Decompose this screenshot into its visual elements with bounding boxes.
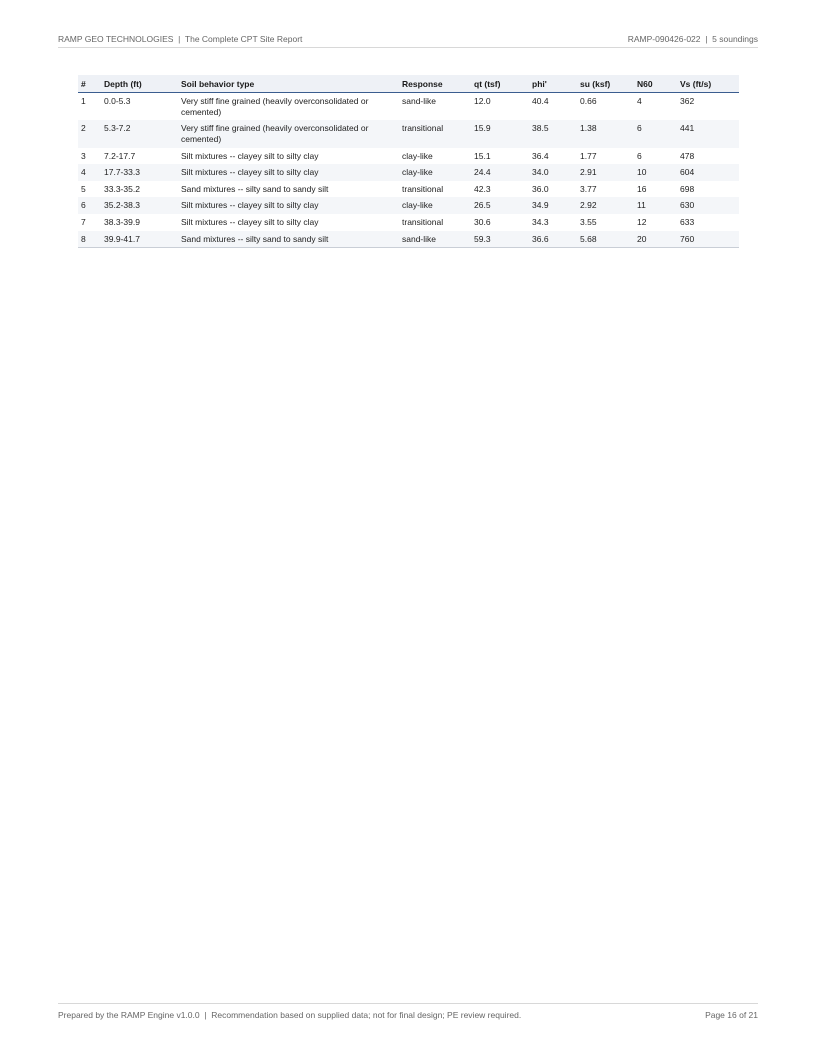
table-cell: 630 — [677, 197, 739, 214]
table-cell: 3.77 — [580, 183, 597, 194]
page-number: Page 16 of 21 — [705, 1010, 758, 1020]
table-cell: 34.9 — [529, 197, 577, 214]
table-cell: clay-like — [399, 197, 471, 214]
table-body — [78, 93, 739, 248]
table-cell: 5.3-7.2 — [101, 120, 178, 147]
table-cell: 17.7-33.3 — [101, 164, 178, 181]
page-header — [58, 34, 758, 44]
header-divider — [58, 47, 758, 48]
table-cell: 34.3 — [532, 217, 549, 227]
table-cell: Sand mixtures -- silty sand to sandy silt — [178, 231, 399, 248]
table-cell: Silt mixtures -- clayey silt to silty clay — [178, 197, 399, 214]
table-row — [78, 93, 739, 121]
table-row — [78, 120, 739, 147]
table-cell: 39.9-41.7 — [101, 231, 178, 248]
table-cell: 20 — [634, 231, 677, 248]
table-row — [78, 148, 739, 165]
table-cell: 6 — [637, 150, 642, 161]
table-cell: 6 — [78, 197, 101, 214]
table-cell: 5.68 — [577, 231, 634, 248]
table-cell: 10 — [634, 164, 677, 181]
table-cell: 4 — [637, 96, 642, 106]
table-cell: transitional — [402, 183, 444, 194]
table-cell: 12.0 — [474, 96, 491, 106]
table-cell: 59.3 — [471, 231, 529, 248]
footer-left-text: Prepared by the RAMP Engine v1.0.0 | Recommendation based on supplied data; not for final design; PE review required. — [58, 1010, 522, 1020]
table-cell: 2 — [78, 120, 101, 147]
table-cell: 1.38 — [577, 120, 634, 147]
table-cell: 760 — [677, 231, 739, 248]
table-cell: 2.92 — [577, 197, 634, 214]
table-cell: clay-like — [399, 164, 471, 181]
table-cell: 26.5 — [471, 197, 529, 214]
table-row — [78, 231, 739, 248]
column-header: N60 — [634, 75, 677, 93]
table-cell: 7.2-17.7 — [104, 150, 136, 161]
table-cell: sand-like — [402, 96, 437, 106]
table-cell: 16 — [637, 183, 647, 194]
table-cell: 362 — [680, 96, 695, 106]
table-cell: 15.9 — [471, 120, 529, 147]
table-cell: 24.4 — [471, 164, 529, 181]
table-cell: 3 — [81, 150, 86, 161]
table-cell: 8 — [78, 231, 101, 248]
table-row — [78, 197, 739, 214]
column-header: Soil behavior type — [178, 75, 399, 93]
table-cell: 36.0 — [532, 183, 549, 194]
column-header: Response — [399, 75, 471, 93]
footer-divider — [58, 1003, 758, 1004]
table-cell: Silt mixtures -- clayey silt to silty clay — [178, 164, 399, 181]
table-cell: 4 — [78, 164, 101, 181]
table-cell: 604 — [677, 164, 739, 181]
table-cell: 478 — [680, 150, 695, 161]
table-cell: 15.1 — [474, 150, 491, 161]
table-cell: 0.66 — [580, 96, 597, 106]
table-row — [78, 164, 739, 181]
page-footer — [58, 1010, 758, 1020]
table-cell: Very stiff fine grained (heavily overconsolidated or cemented) — [181, 96, 369, 117]
table-cell: Silt mixtures -- clayey silt to silty clay — [181, 217, 319, 227]
table-cell: 5 — [81, 183, 86, 194]
table-cell: 11 — [634, 197, 677, 214]
table-cell: 7 — [81, 217, 86, 227]
table-cell: 30.6 — [474, 217, 491, 227]
table-cell: 36.6 — [529, 231, 577, 248]
table-cell: 3.55 — [580, 217, 597, 227]
column-header: # — [78, 75, 101, 93]
soil-layer-table-container — [78, 75, 739, 248]
soil-layer-table — [78, 75, 739, 248]
table-cell: transitional — [399, 120, 471, 147]
header-left-text: RAMP GEO TECHNOLOGIES | The Complete CPT Site Report — [58, 34, 303, 44]
table-cell: 2.91 — [577, 164, 634, 181]
table-cell: 0.0-5.3 — [104, 96, 131, 106]
table-cell: 12 — [637, 217, 647, 227]
table-header-row — [78, 75, 739, 93]
table-cell: 1 — [81, 96, 86, 106]
table-cell: 633 — [680, 217, 695, 227]
table-cell: 38.3-39.9 — [104, 217, 140, 227]
table-cell: 42.3 — [474, 183, 491, 194]
table-cell: 441 — [677, 120, 739, 147]
table-cell: 698 — [680, 183, 695, 194]
table-cell: Silt mixtures -- clayey silt to silty clay — [181, 150, 319, 161]
table-cell: transitional — [402, 217, 444, 227]
table-cell: 40.4 — [532, 96, 549, 106]
table-cell: 34.0 — [529, 164, 577, 181]
header-right-text: RAMP-090426-022 | 5 soundings — [627, 34, 758, 44]
column-header: Depth (ft) — [101, 75, 178, 93]
table-cell: clay-like — [402, 150, 433, 161]
table-cell: 36.4 — [532, 150, 549, 161]
table-cell: Very stiff fine grained (heavily overconsolidated or cemented) — [178, 120, 399, 147]
table-row — [78, 181, 739, 198]
table-cell: 38.5 — [529, 120, 577, 147]
column-header: phi' — [529, 75, 577, 93]
table-cell: 6 — [634, 120, 677, 147]
column-header: Vs (ft/s) — [677, 75, 739, 93]
table-cell: 1.77 — [580, 150, 597, 161]
column-header: su (ksf) — [577, 75, 634, 93]
table-cell: 35.2-38.3 — [101, 197, 178, 214]
table-row — [78, 214, 739, 231]
table-cell: sand-like — [399, 231, 471, 248]
table-cell: Sand mixtures -- silty sand to sandy silt — [181, 183, 329, 194]
table-cell: 33.3-35.2 — [104, 183, 140, 194]
column-header: qt (tsf) — [471, 75, 529, 93]
